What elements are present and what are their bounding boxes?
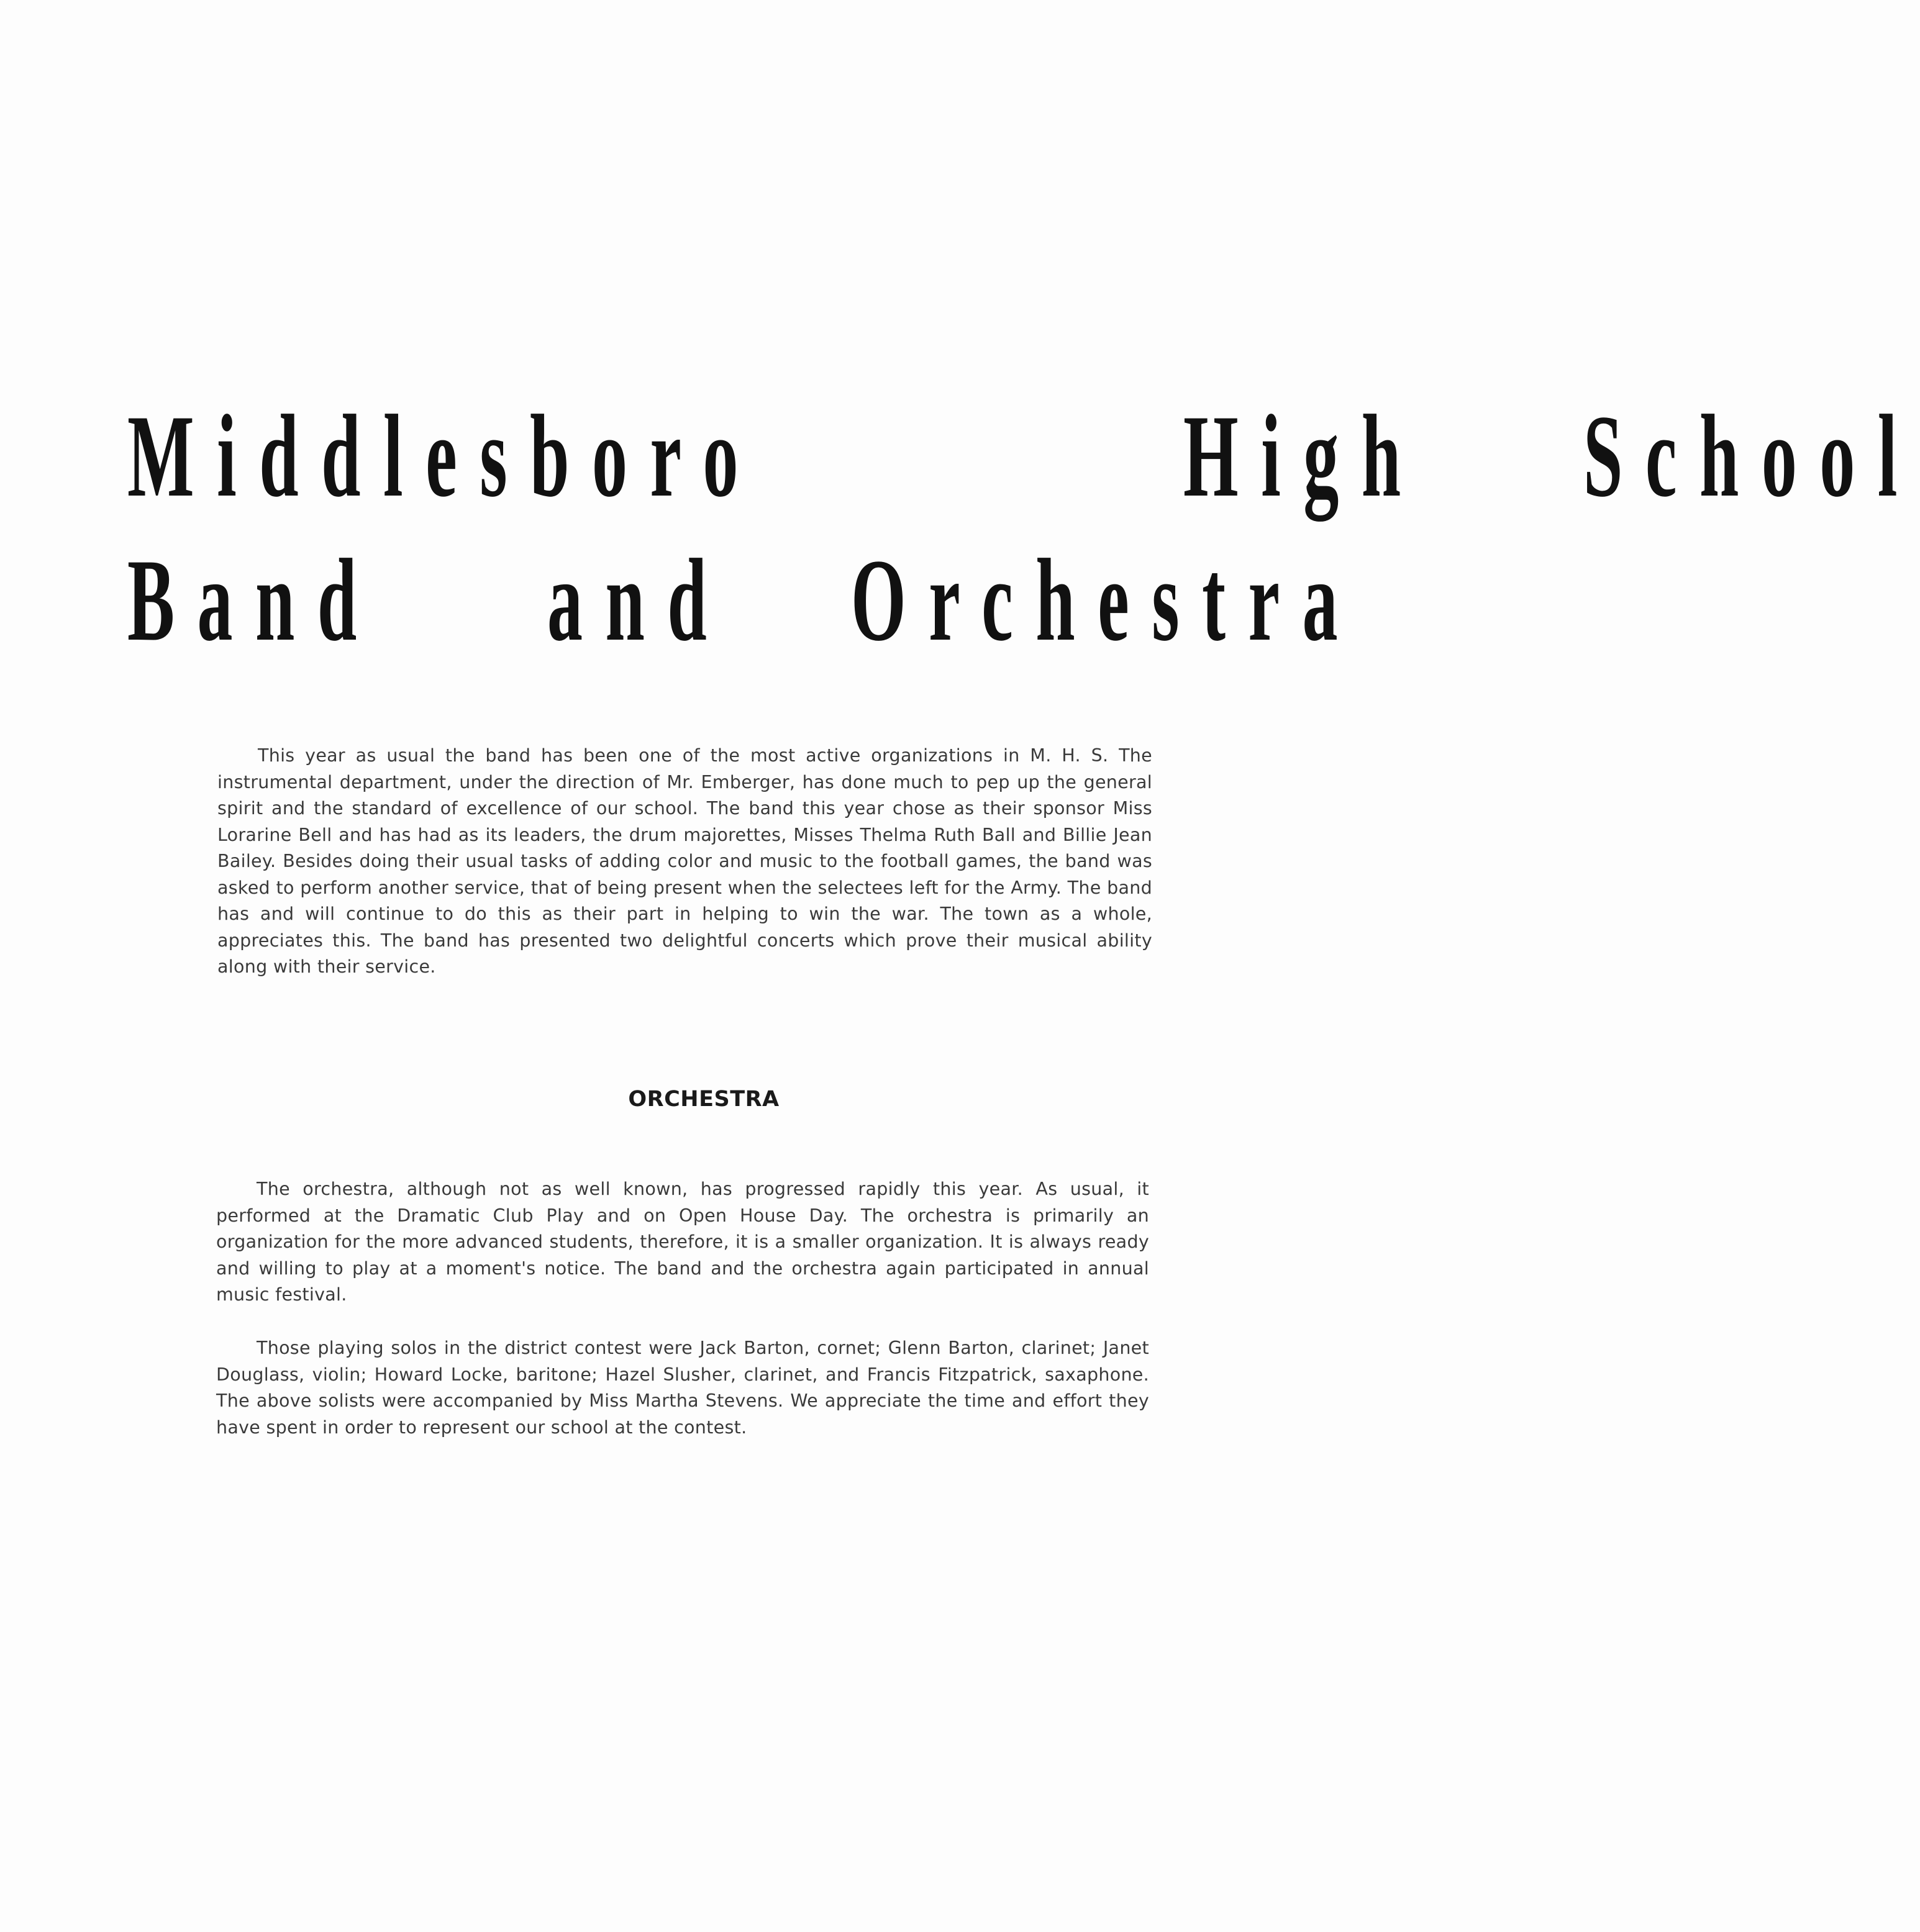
orchestra-heading: ORCHESTRA (628, 1087, 780, 1112)
title-word-high: High (1183, 391, 1424, 522)
title-word-orchestra: Orchestra (851, 535, 1361, 666)
band-paragraph-block (217, 743, 1152, 981)
title-line-1 (127, 391, 1920, 522)
title-word-band: Band (127, 535, 380, 666)
band-paragraph: This year as usual the band has been one of the most active organizations in M. H. S. The instrumental department, under the direction of Mr. Emberger, has done much to pep up the general spirit and the standard of excellence of our school. The band this year chose as their sponsor Miss Lorarine Bell and has had as its leaders, the drum majorettes, Misses Thelma Ruth Ball and Billie Jean Bailey. Besides doing their usual tasks of adding color and music to the football games, the band was asked to perform another service, that of being present when the selectees left for the Army. The band has and will continue to do this as their part in helping to win the war. The town as a whole, appreciates this. The band has presented two delightful concerts which prove their musical ability along with their service. (217, 745, 1152, 977)
solos-paragraph: Those playing solos in the district contest were Jack Barton, cornet; Glenn Barton, clarinet; Janet Douglass, violin; Howard Locke, baritone; Hazel Slusher, clarinet, and Francis Fitzpatrick, saxaphone. The above solists were accompanied by Miss Martha Stevens. We appreciate the time and effort they have spent in order to represent our school at the contest. (216, 1338, 1149, 1438)
orchestra-paragraph: The orchestra, although not as well known, has progressed rapidly this year. As usual, it performed at the Dramatic Club Play and on Open House Day. The orchestra is primarily an organization for the more advanced students, therefore, it is a smaller organization. It is always ready and willing to play at a moment's notice. The band and the orchestra again participated in annual music festival. (216, 1179, 1149, 1305)
solos-paragraph-block (216, 1335, 1149, 1441)
title-word-middlesboro: Middlesboro (127, 391, 761, 522)
title-word-school: School (1583, 391, 1920, 522)
orchestra-paragraph-block (216, 1176, 1149, 1308)
title-line-2 (127, 535, 1361, 666)
title-word-and: and (547, 535, 730, 666)
